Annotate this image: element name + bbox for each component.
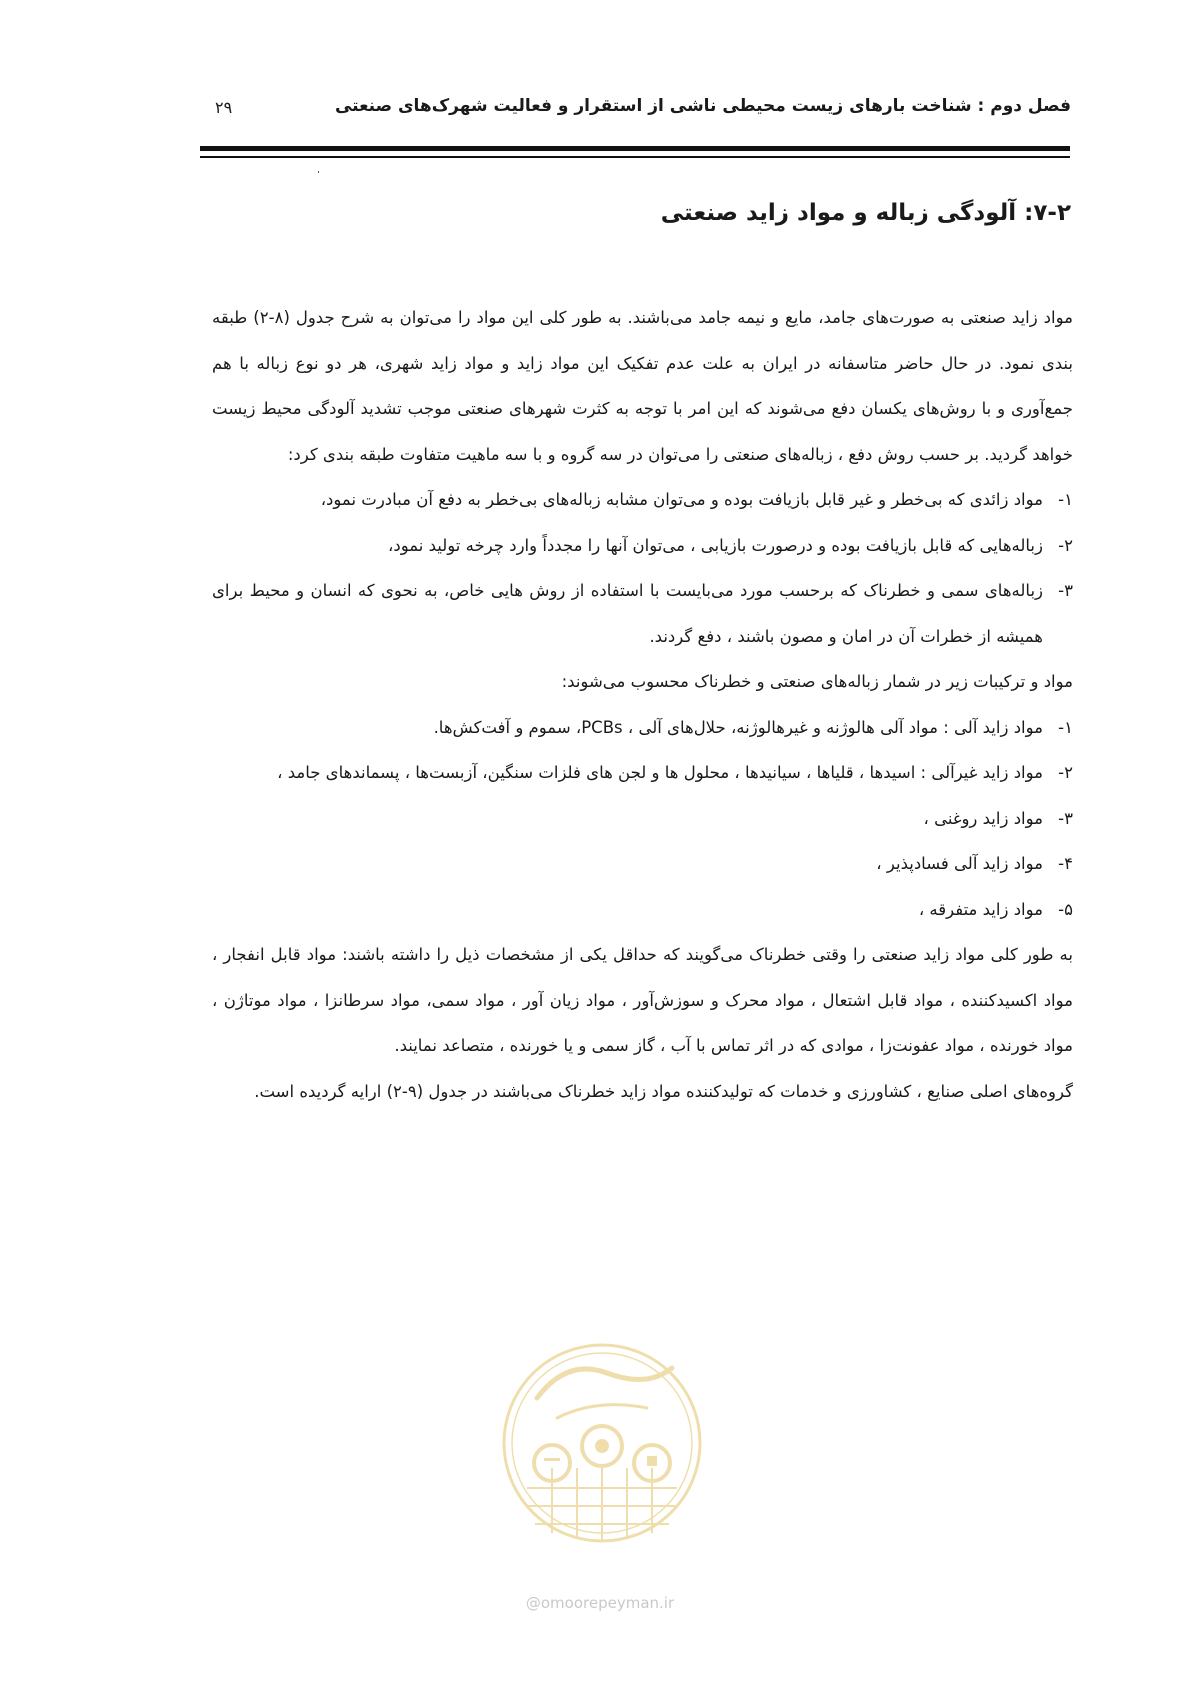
intro-paragraph: مواد زاید صنعتی به صورت‌های جامد، مایع و نیمه جامد می‌باشند. به طور کلی این مواد را می‌توان به شرح جدول (۸-۲) طبقه بندی نمود. در حال حاضر متاسفانه در ایران به علت عدم تفکیک این مواد زاید و مواد زاید شهری، هر دو نوع زباله با هم جمع‌آوری و با روش‌های یکسان دفع می‌شوند که این امر با توجه به کثرت شهرهای صنعتی موجب تشدید آلودگی محیط زیست خواهد گردید. بر حسب روش دفع ، زباله‌های صنعتی را می‌توان در سه گروه و با سه ماهیت متفاوت طبقه بندی کرد: bbox=[212, 308, 1073, 464]
list-item bbox=[212, 477, 1073, 523]
definition-paragraph: به طور کلی مواد زاید صنعتی را وقتی خطرناک می‌گویند که حداقل یکی از مشخصات ذیل را داشته باشند: مواد قابل انفجار ، مواد اکسیدکننده ، مواد قابل اشتعال ، مواد محرک و سوزش‌آور ، مواد زیان آور ، مواد سمی، مواد سرطانزا ، مواد موتاژن ، مواد خورنده ، مواد عفونت‌زا ، موادی که در اثر تماس با آب ، گاز سمی و یا خورنده ، متصاعد نمایند. bbox=[212, 945, 1073, 1055]
watermark-logo-icon bbox=[497, 1328, 707, 1578]
header-rule-thin bbox=[200, 156, 1070, 158]
section-heading: ۷-۲: آلودگی زباله و مواد زاید صنعتی bbox=[660, 200, 1071, 226]
list-item-text: مواد زاید متفرقه ، bbox=[918, 899, 1043, 919]
list-item bbox=[212, 523, 1073, 569]
list-number: ۱- bbox=[1058, 490, 1073, 509]
rule-mark bbox=[318, 171, 319, 173]
page-number: ۲۹ bbox=[215, 98, 233, 117]
list-item bbox=[212, 750, 1073, 796]
list-item-text: مواد زاید آلی فسادپذیر ، bbox=[876, 854, 1043, 873]
list-item bbox=[212, 796, 1073, 842]
closing-paragraph: گروه‌های اصلی صنایع ، کشاورزی و خدمات که تولیدکننده مواد زاید خطرناک می‌باشند در جدول (۹-۲) ارایه گردیده است. bbox=[254, 1081, 1073, 1101]
list-item-text: مواد زاید آلی : مواد آلی هالوژنه و غیرهالوژنه، حلال‌های آلی ، PCBs، سموم و آفت‌کش‌ها. bbox=[433, 717, 1043, 737]
list-number: ۲- bbox=[1058, 763, 1073, 782]
list-item-text: مواد زائدی که بی‌خطر و غیر قابل بازیافت بوده و می‌توان مشابه زباله‌های بی‌خطر به دفع آن مبادرت نمود، bbox=[320, 490, 1043, 509]
list-item-text: مواد زاید روغنی ، bbox=[923, 808, 1043, 828]
body-text bbox=[212, 295, 1073, 1114]
running-header bbox=[215, 96, 1071, 126]
list-number: ۴- bbox=[1058, 854, 1073, 873]
list-item bbox=[212, 887, 1073, 933]
header-rule-thick bbox=[200, 146, 1070, 151]
watermark-url: @omoorepeyman.ir bbox=[525, 1594, 675, 1612]
list-item-text: زباله‌های سمی و خطرناک که برحسب مورد می‌بایست با استفاده از روش هایی خاص، به نحوی که انسان و محیط برای همیشه از خطرات آن در امان و مصون باشند ، دفع گردند. bbox=[212, 581, 1043, 646]
list-item bbox=[212, 568, 1073, 659]
list-number: ۳- bbox=[1058, 808, 1073, 828]
chapter-title: فصل دوم : شناخت بارهای زیست محیطی ناشی از استقرار و فعالیت شهرک‌های صنعتی bbox=[334, 96, 1071, 116]
list-number: ۵- bbox=[1058, 899, 1073, 919]
list-item-text: زباله‌هایی که قابل بازیافت بوده و درصورت بازیابی ، می‌توان آنها را مجدداً وارد چرخه تولید نمود، bbox=[388, 535, 1043, 555]
list-number: ۲- bbox=[1058, 535, 1073, 555]
hazard-intro: مواد و ترکیبات زیر در شمار زباله‌های صنعتی و خطرناک محسوب می‌شوند: bbox=[561, 672, 1073, 691]
list-item-text: مواد زاید غیرآلی : اسیدها ، قلیاها ، سیانیدها ، محلول ها و لجن های فلزات سنگین، آزبست‌ها ، پسماندهای جامد ، bbox=[277, 763, 1043, 782]
list-number: ۱- bbox=[1058, 717, 1073, 737]
list-item bbox=[212, 705, 1073, 751]
list-item bbox=[212, 841, 1073, 887]
list-number: ۳- bbox=[1058, 581, 1073, 600]
